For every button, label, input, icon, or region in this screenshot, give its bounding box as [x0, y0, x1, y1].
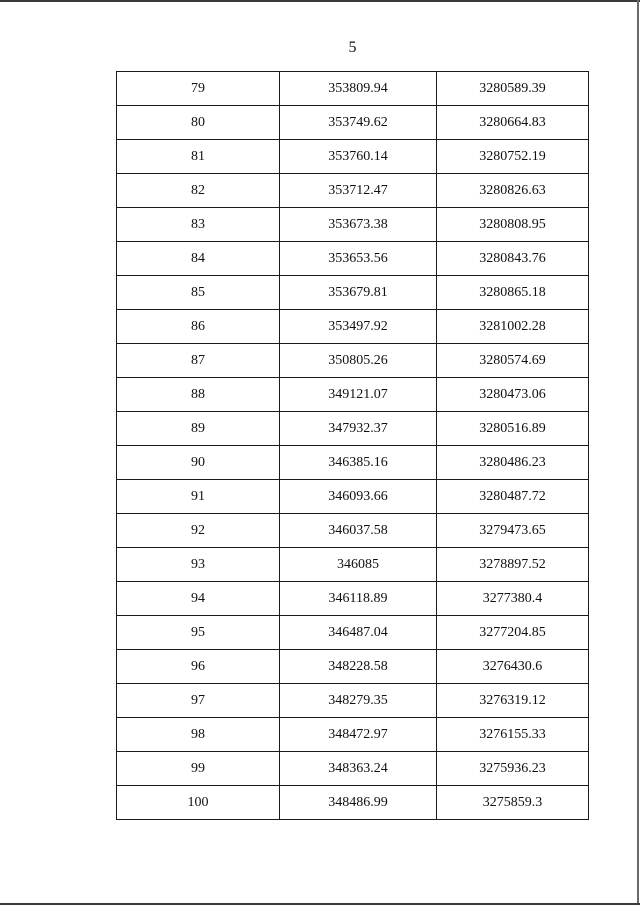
- point-number-cell: 80: [117, 106, 280, 140]
- point-number-cell: 91: [117, 480, 280, 514]
- point-number-cell: 95: [117, 616, 280, 650]
- point-number-cell: 85: [117, 276, 280, 310]
- x-coordinate-cell: 346037.58: [280, 514, 437, 548]
- x-coordinate-cell: 353653.56: [280, 242, 437, 276]
- point-number-cell: 82: [117, 174, 280, 208]
- y-coordinate-cell: 3280516.89: [437, 412, 589, 446]
- y-coordinate-cell: 3280574.69: [437, 344, 589, 378]
- x-coordinate-cell: 353760.14: [280, 140, 437, 174]
- y-coordinate-cell: 3280664.83: [437, 106, 589, 140]
- table-row: [117, 718, 589, 752]
- x-coordinate-cell: 348279.35: [280, 684, 437, 718]
- y-coordinate-cell: 3280486.23: [437, 446, 589, 480]
- table-row: [117, 786, 589, 820]
- x-coordinate-cell: 353712.47: [280, 174, 437, 208]
- x-coordinate-cell: 353809.94: [280, 72, 437, 106]
- y-coordinate-cell: 3280808.95: [437, 208, 589, 242]
- x-coordinate-cell: 353673.38: [280, 208, 437, 242]
- table-row: [117, 684, 589, 718]
- table-row: [117, 514, 589, 548]
- y-coordinate-cell: 3276319.12: [437, 684, 589, 718]
- point-number-cell: 97: [117, 684, 280, 718]
- point-number-cell: 87: [117, 344, 280, 378]
- y-coordinate-cell: 3278897.52: [437, 548, 589, 582]
- point-number-cell: 90: [117, 446, 280, 480]
- y-coordinate-cell: 3276155.33: [437, 718, 589, 752]
- point-number-cell: 83: [117, 208, 280, 242]
- point-number-cell: 79: [117, 72, 280, 106]
- point-number-cell: 96: [117, 650, 280, 684]
- table-row: [117, 752, 589, 786]
- point-number-cell: 100: [117, 786, 280, 820]
- y-coordinate-cell: 3275859.3: [437, 786, 589, 820]
- y-coordinate-cell: 3277380.4: [437, 582, 589, 616]
- x-coordinate-cell: 348228.58: [280, 650, 437, 684]
- x-coordinate-cell: 348486.99: [280, 786, 437, 820]
- point-number-cell: 84: [117, 242, 280, 276]
- x-coordinate-cell: 353749.62: [280, 106, 437, 140]
- x-coordinate-cell: 346118.89: [280, 582, 437, 616]
- x-coordinate-cell: 348472.97: [280, 718, 437, 752]
- y-coordinate-cell: 3279473.65: [437, 514, 589, 548]
- table-row: [117, 548, 589, 582]
- coordinate-table-body: [117, 72, 589, 820]
- x-coordinate-cell: 350805.26: [280, 344, 437, 378]
- table-row: [117, 412, 589, 446]
- y-coordinate-cell: 3280843.76: [437, 242, 589, 276]
- y-coordinate-cell: 3280865.18: [437, 276, 589, 310]
- y-coordinate-cell: 3277204.85: [437, 616, 589, 650]
- point-number-cell: 81: [117, 140, 280, 174]
- x-coordinate-cell: 346487.04: [280, 616, 437, 650]
- x-coordinate-cell: 346385.16: [280, 446, 437, 480]
- y-coordinate-cell: 3280752.19: [437, 140, 589, 174]
- x-coordinate-cell: 349121.07: [280, 378, 437, 412]
- point-number-cell: 86: [117, 310, 280, 344]
- point-number-cell: 93: [117, 548, 280, 582]
- table-row: [117, 480, 589, 514]
- table-row: [117, 276, 589, 310]
- table-row: [117, 650, 589, 684]
- y-coordinate-cell: 3281002.28: [437, 310, 589, 344]
- point-number-cell: 92: [117, 514, 280, 548]
- table-row: [117, 140, 589, 174]
- y-coordinate-cell: 3280826.63: [437, 174, 589, 208]
- point-number-cell: 88: [117, 378, 280, 412]
- y-coordinate-cell: 3280473.06: [437, 378, 589, 412]
- page-number: 5: [348, 39, 357, 56]
- table-row: [117, 616, 589, 650]
- y-coordinate-cell: 3280487.72: [437, 480, 589, 514]
- table-row: [117, 378, 589, 412]
- coordinate-table: [116, 71, 589, 820]
- x-coordinate-cell: 346093.66: [280, 480, 437, 514]
- point-number-cell: 99: [117, 752, 280, 786]
- scan-edge-right: [637, 0, 639, 905]
- y-coordinate-cell: 3276430.6: [437, 650, 589, 684]
- table-row: [117, 344, 589, 378]
- x-coordinate-cell: 347932.37: [280, 412, 437, 446]
- table-row: [117, 72, 589, 106]
- x-coordinate-cell: 353497.92: [280, 310, 437, 344]
- y-coordinate-cell: 3280589.39: [437, 72, 589, 106]
- table-row: [117, 582, 589, 616]
- table-row: [117, 208, 589, 242]
- x-coordinate-cell: 346085: [280, 548, 437, 582]
- scan-edge-top: [0, 0, 640, 2]
- point-number-cell: 94: [117, 582, 280, 616]
- table-row: [117, 106, 589, 140]
- table-row: [117, 446, 589, 480]
- point-number-cell: 98: [117, 718, 280, 752]
- table-row: [117, 242, 589, 276]
- x-coordinate-cell: 348363.24: [280, 752, 437, 786]
- table-row: [117, 310, 589, 344]
- table-row: [117, 174, 589, 208]
- y-coordinate-cell: 3275936.23: [437, 752, 589, 786]
- point-number-cell: 89: [117, 412, 280, 446]
- x-coordinate-cell: 353679.81: [280, 276, 437, 310]
